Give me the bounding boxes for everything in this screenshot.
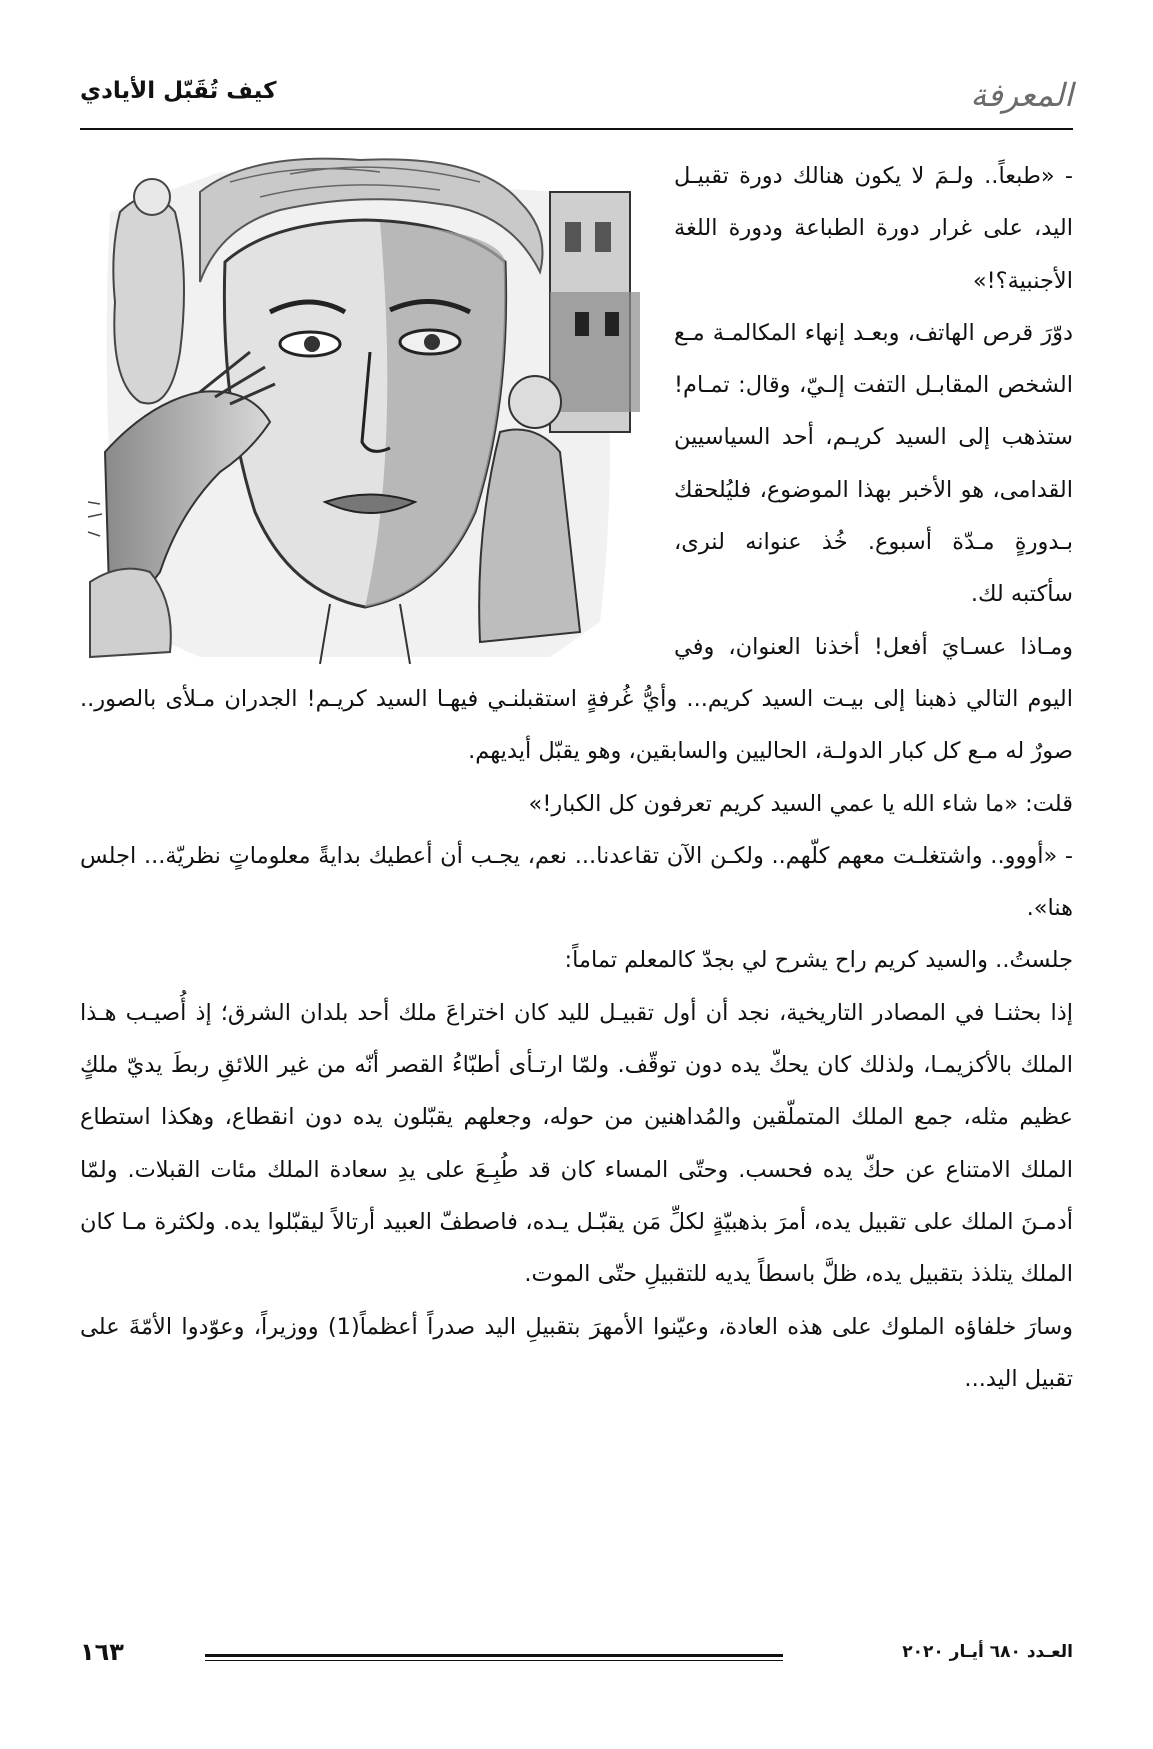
article-paragraph: ومـاذا عسـايَ أفعل! أخذنا العنوان، وفي اليوم التالي ذهبنا إلى بيـت السيد كريم... وأيُّ غُرفةٍ استقبلنـي فيهـا السيد كريـم! الجدران مـلأى بالصور.. صورٌ له مـع كل كبار الدولـة، الحاليين والسابقين، وهو يقبّل أيديهم.	[80, 633, 1073, 765]
magazine-logo: المعرفة	[970, 76, 1073, 114]
footer-divider	[205, 1654, 783, 1661]
header-divider	[80, 128, 1073, 130]
article-paragraph: دوّرَ قرص الهاتف، وبعـد إنهاء المكالمـة مـع الشخص المقابـل التفت إلـيّ، وقال: تمـام! ستذهب إلى السيد كريـم، أحد السياسيين القدامى، هو الأخبر بهذا الموضوع، فليُلحقك بـدورةٍ مـدّة أسبوع. خُذ عنوانه لنرى، سأكتبه لك.	[674, 319, 1073, 608]
page-footer	[80, 1638, 1073, 1678]
page-number: ١٦٣	[80, 1638, 124, 1666]
article-paragraph: جلستُ.. والسيد كريم راح يشرح لي بجدّ كالمعلم تماماً:	[564, 947, 1073, 974]
article-paragraph: قلت: «ما شاء الله يا عمي السيد كريم تعرفون كل الكبار!»	[528, 790, 1073, 817]
article-paragraph: وسارَ خلفاؤه الملوك على هذه العادة، وعيّنوا الأمهرَ بتقبيلِ اليد صدراً أعظماً(1) ووزيراً، وعوّدوا الأمّةَ على تقبيل اليد...	[80, 1313, 1073, 1392]
article-paragraph: - «طبعاً.. ولـمَ لا يكون هنالك دورة تقبيـل اليد، على غرار دورة الطباعة ودورة اللغة الأجنبية؟!»	[674, 163, 1073, 294]
page-header	[80, 58, 1073, 128]
article-title: كيف تُقَبّل الأيادي	[80, 78, 277, 104]
article-paragraph: - «أووو.. واشتغلـت معهم كلّهم.. ولكـن الآن تقاعدنا... نعم، يجـب أن أعطيك بدايةً معلوماتٍ نظريّة... اجلس هنا».	[80, 842, 1073, 922]
article-body	[80, 150, 1073, 1405]
issue-info: العـدد ٦٨٠ أيـار ٢٠٢٠	[902, 1642, 1073, 1662]
article-paragraph: إذا بحثنـا في المصادر التاريخية، نجد أن أول تقبيـل لليد كان اختراعَ ملك أحد بلدان الشرق؛ إذ أُصيـب هـذا الملك بالأكزيمـا، ولذلك كان يحكّ يده دون توقّف. ولمّا ارتـأى أطبّاءُ القصر أنّه من غير اللائقِ ربطَ يديّ ملكٍ عظيم مثله، جمع الملك المتملّقين والمُداهنين من حوله، وجعلهم يقبّلون يده دون انقطاع، وهكذا استطاع الملك الامتناع عن حكّ يده فحسب. وحتّى المساء كان قد طُبِـعَ على يدِ سعادة الملك مئات القبلات. ولمّا أدمـنَ الملك على تقبيل يده، أمرَ بذهبيّةٍ لكلِّ مَن يقبّـل يـده، فاصطفّ العبيد أرتالاً ليقبّلوا يده. ولكثرة مـا كان الملك يتلذذ بتقبيل يده، ظلَّ باسطاً يديه للتقبيلِ حتّى الموت.	[80, 999, 1073, 1288]
illustration-image	[80, 152, 652, 664]
